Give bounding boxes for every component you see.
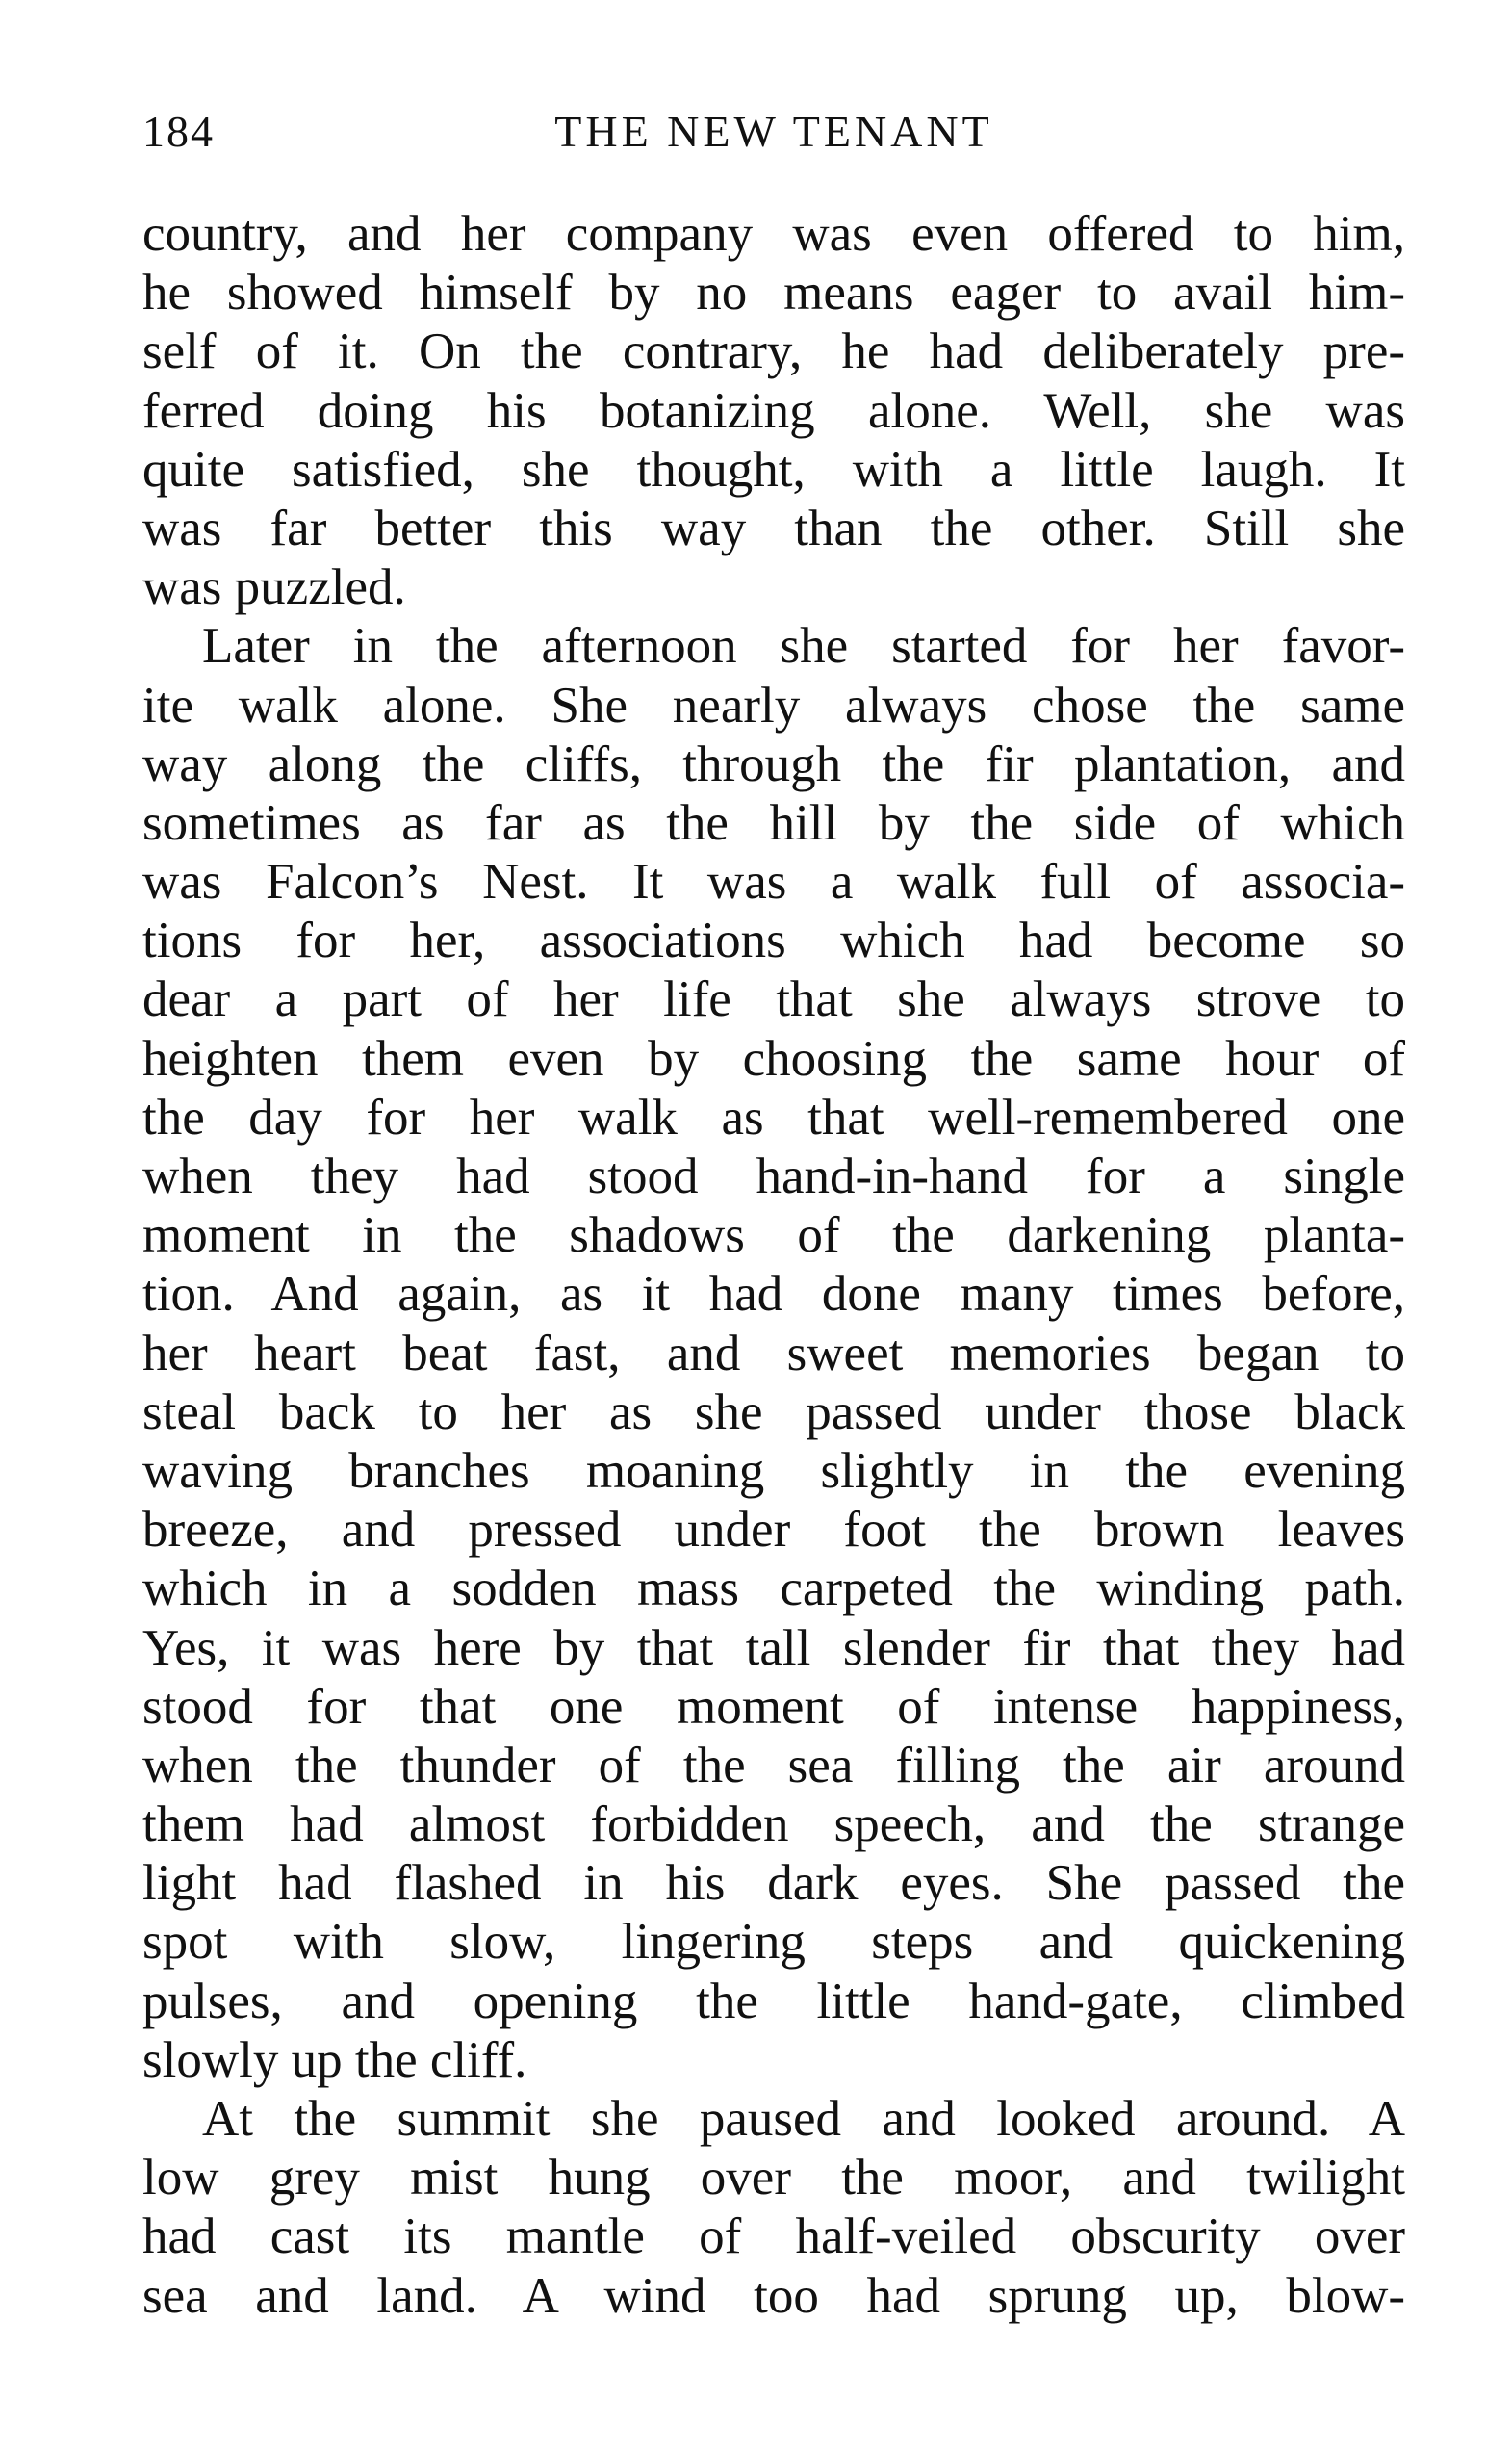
text-line: ferred doing his botanizing alone. Well, she was bbox=[142, 382, 1405, 439]
text-line: Later in the afternoon she started for her favor- bbox=[202, 618, 1405, 675]
text-line: quite satisfied, she thought, with a little laugh. It bbox=[142, 441, 1405, 498]
text-line: the day for her walk as that well-remembered one bbox=[142, 1089, 1405, 1146]
text-line: tion. And again, as it had done many times before, bbox=[142, 1266, 1405, 1323]
text-line: which in a sodden mass carpeted the winding path. bbox=[142, 1561, 1405, 1617]
text-line: stood for that one moment of intense happiness, bbox=[142, 1678, 1405, 1735]
text-line: slowly up the cliff. bbox=[142, 2031, 527, 2088]
text-line: moment in the shadows of the darkening planta- bbox=[142, 1207, 1405, 1264]
text-line: Yes, it was here by that tall slender fir that they had bbox=[142, 1619, 1405, 1676]
text-line: when the thunder of the sea filling the air around bbox=[142, 1737, 1405, 1794]
text-line: was Falcon’s Nest. It was a walk full of associa- bbox=[142, 854, 1405, 911]
text-line: he showed himself by no means eager to avail him- bbox=[142, 265, 1405, 322]
text-line: way along the cliffs, through the fir plantation, and bbox=[142, 736, 1405, 792]
text-line: was far better this way than the other. Still she bbox=[142, 500, 1405, 556]
text-line: tions for her, associations which had become so bbox=[142, 913, 1405, 969]
text-line: low grey mist hung over the moor, and twilight bbox=[142, 2150, 1405, 2207]
text-line: light had flashed in his dark eyes. She passed the bbox=[142, 1855, 1405, 1912]
text-line: sea and land. A wind too had sprung up, blow- bbox=[142, 2267, 1405, 2324]
text-line: her heart beat fast, and sweet memories began to bbox=[142, 1325, 1405, 1381]
body-text bbox=[142, 205, 1405, 2326]
text-line: dear a part of her life that she always strove to bbox=[142, 971, 1405, 1028]
text-line: ite walk alone. She nearly always chose the same bbox=[142, 677, 1405, 734]
text-line: sometimes as far as the hill by the side of which bbox=[142, 794, 1405, 851]
text-line: had cast its mantle of half-veiled obscurity over bbox=[142, 2208, 1405, 2265]
text-line: breeze, and pressed under foot the brown leaves bbox=[142, 1502, 1405, 1559]
page-number: 184 bbox=[142, 107, 215, 156]
text-line: country, and her company was even offered to him, bbox=[142, 206, 1405, 262]
text-line: heighten them even by choosing the same hour of bbox=[142, 1030, 1405, 1087]
text-line: self of it. On the contrary, he had deliberately pre- bbox=[142, 323, 1405, 380]
text-line: them had almost forbidden speech, and the strange bbox=[142, 1796, 1405, 1853]
text-line: pulses, and opening the little hand-gate, climbed bbox=[142, 1973, 1405, 2029]
running-head bbox=[142, 106, 1405, 173]
text-line: waving branches moaning slightly in the evening bbox=[142, 1442, 1405, 1499]
text-line: when they had stood hand-in-hand for a single bbox=[142, 1149, 1405, 1204]
text-line: was puzzled. bbox=[142, 559, 406, 616]
text-line: spot with slow, lingering steps and quickening bbox=[142, 1914, 1405, 1971]
running-title: THE NEW TENANT bbox=[554, 107, 993, 156]
text-line: steal back to her as she passed under those black bbox=[142, 1383, 1405, 1440]
text-line: At the summit she paused and looked around. A bbox=[202, 2091, 1405, 2147]
